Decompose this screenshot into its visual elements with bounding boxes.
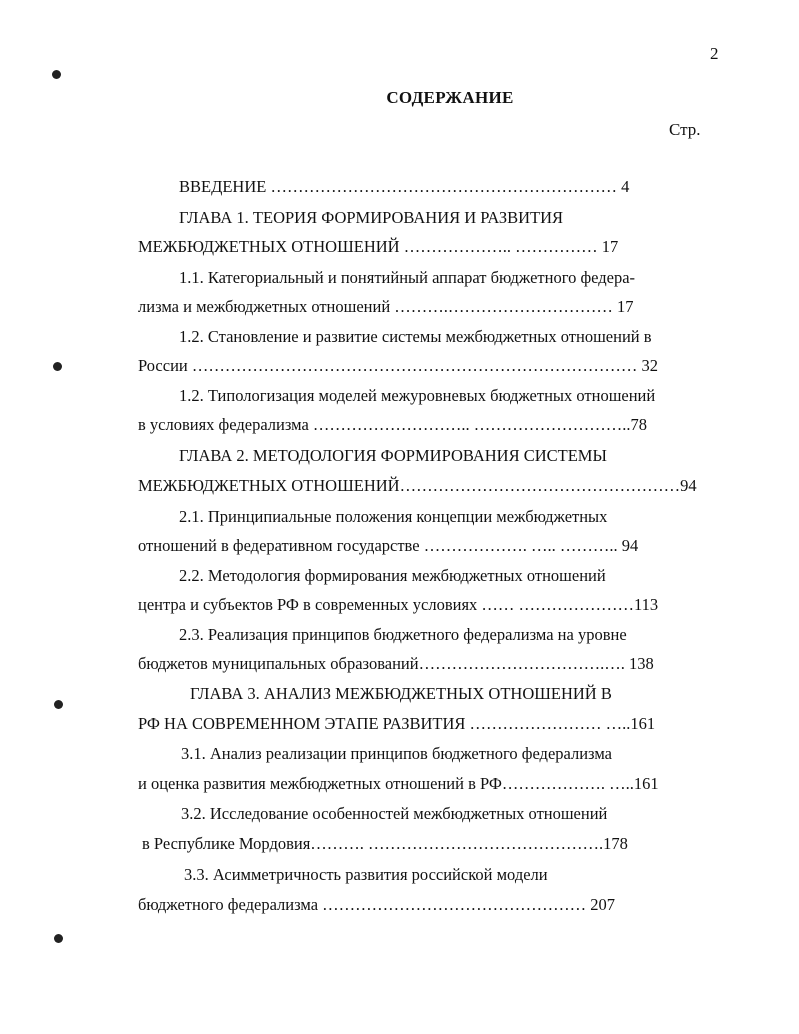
toc-section-2-1-line-1[interactable]: 2.1. Принципиальные положения концепции межбюджетных xyxy=(179,507,608,526)
toc-chapter-1-line-2[interactable]: МЕЖБЮДЖЕТНЫХ ОТНОШЕНИЙ ……………….. …………… 17 xyxy=(138,237,619,256)
toc-section-2-2-line-2[interactable]: центра и субъектов РФ в современных условиях …… …………………113 xyxy=(138,595,659,614)
toc-chapter-3-line-2[interactable]: РФ НА СОВРЕМЕННОМ ЭТАПЕ РАЗВИТИЯ …………………… …..161 xyxy=(138,714,656,733)
toc-chapter-2-line-2[interactable]: МЕЖБЮДЖЕТНЫХ ОТНОШЕНИЙ……………………………………………94 xyxy=(138,476,697,495)
toc-section-1-3-line-1[interactable]: 1.2. Типологизация моделей межуровневых бюджетных отношений xyxy=(179,386,656,405)
toc-section-3-1-line-1[interactable]: 3.1. Анализ реализации принципов бюджетного федерализма xyxy=(181,744,612,763)
page-number: 2 xyxy=(710,44,719,63)
scan-punch-mark xyxy=(53,362,62,371)
toc-section-3-2-line-2[interactable]: в Республике Мордовия………. …………………………………….178 xyxy=(142,834,628,853)
toc-section-3-3-line-2[interactable]: бюджетного федерализма ………………………………………… 207 xyxy=(138,895,616,914)
toc-section-3-2-line-1[interactable]: 3.2. Исследование особенностей межбюджетных отношений xyxy=(181,804,608,823)
scan-punch-mark xyxy=(54,934,63,943)
page-column-label: Стр. xyxy=(669,120,701,139)
toc-section-3-1-line-2[interactable]: и оценка развития межбюджетных отношений в РФ………………. …..161 xyxy=(138,774,659,793)
scan-punch-mark xyxy=(54,700,63,709)
toc-section-1-3-line-2[interactable]: в условиях федерализма ……………………….. ………………………..78 xyxy=(138,415,648,434)
toc-entry-introduction[interactable]: ВВЕДЕНИЕ ……………………………………………………… 4 xyxy=(179,177,630,196)
toc-chapter-3-line-1[interactable]: ГЛАВА 3. АНАЛИЗ МЕЖБЮДЖЕТНЫХ ОТНОШЕНИЙ В xyxy=(190,684,612,703)
toc-chapter-1-line-1[interactable]: ГЛАВА 1. ТЕОРИЯ ФОРМИРОВАНИЯ И РАЗВИТИЯ xyxy=(179,208,564,227)
toc-section-2-3-line-1[interactable]: 2.3. Реализация принципов бюджетного федерализма на уровне xyxy=(179,625,627,644)
scan-punch-mark xyxy=(52,70,61,79)
toc-section-1-1-line-1[interactable]: 1.1. Категориальный и понятийный аппарат бюджетного федера- xyxy=(179,268,636,287)
toc-section-1-2-line-1[interactable]: 1.2. Становление и развитие системы межбюджетных отношений в xyxy=(179,327,652,346)
toc-section-3-3-line-1[interactable]: 3.3. Асимметричность развития российской модели xyxy=(184,865,548,884)
toc-section-2-1-line-2[interactable]: отношений в федеративном государстве ………………. ….. ……….. 94 xyxy=(138,536,639,555)
page-title: СОДЕРЖАНИЕ xyxy=(386,88,514,107)
toc-chapter-2-line-1[interactable]: ГЛАВА 2. МЕТОДОЛОГИЯ ФОРМИРОВАНИЯ СИСТЕМЫ xyxy=(179,446,607,465)
toc-section-2-3-line-2[interactable]: бюджетов муниципальных образований…………………………….…. 138 xyxy=(138,654,654,673)
toc-section-1-2-line-2[interactable]: России ……………………………………………………………………… 32 xyxy=(138,356,658,375)
toc-section-2-2-line-1[interactable]: 2.2. Методология формирования межбюджетных отношений xyxy=(179,566,606,585)
toc-section-1-1-line-2[interactable]: лизма и межбюджетных отношений ……….………………………… 17 xyxy=(138,297,634,316)
